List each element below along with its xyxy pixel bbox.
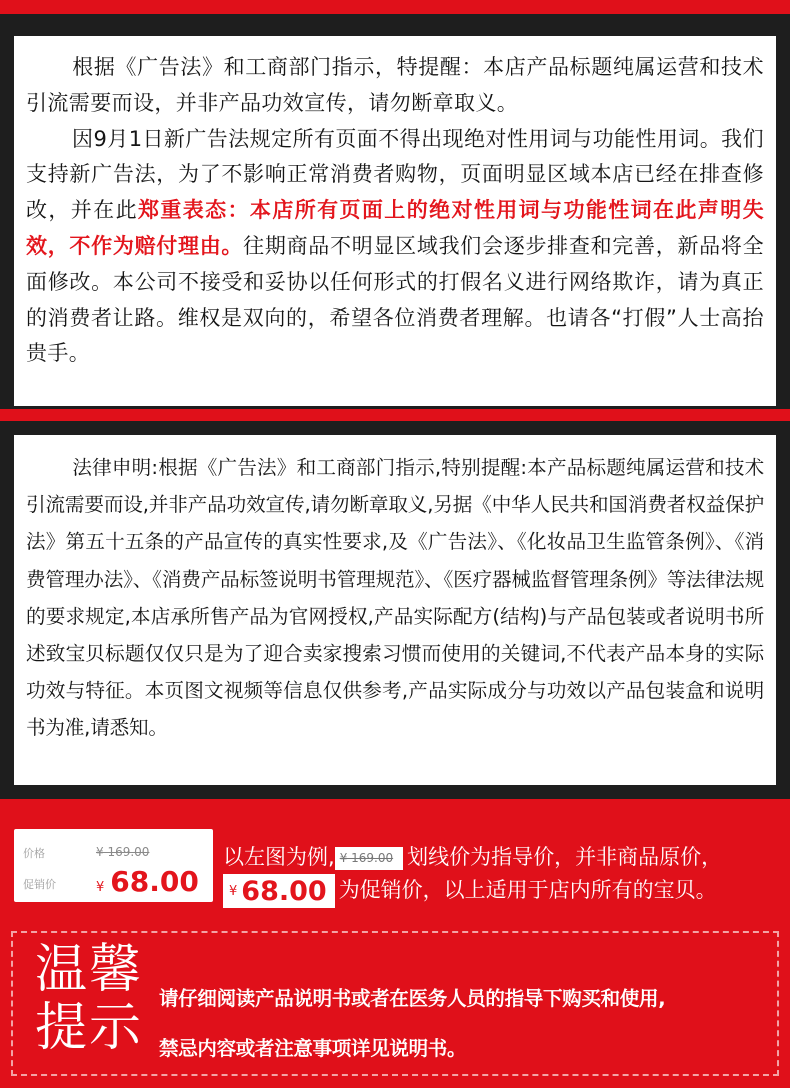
warm-tip-box <box>11 931 779 1076</box>
notice-panel-1 <box>14 36 776 406</box>
legal-statement-paragraph <box>26 449 764 747</box>
price-explain-line-1 <box>223 841 722 871</box>
warm-tip-line-1: 请仔细阅读产品说明书或者在医务人员的指导下购买和使用, <box>159 987 666 1010</box>
promo-chip-currency: ¥ <box>229 884 238 899</box>
warm-tip-title: 温馨提示 <box>35 940 144 1058</box>
notice-1-paragraph-2 <box>26 122 764 373</box>
price-explain-text-1a: 以左图为例, <box>223 845 335 869</box>
promo-price-value: 68.00 <box>110 865 199 898</box>
notice-1-text-1: 根据《广告法》和工商部门指示，特提醒：本店产品标题纯属运营和技术引流需要而设，并非产品功效宣传，请勿断章取义。 <box>26 55 764 115</box>
price-explain-text-1b: 划线价为指导价，并非商品原价， <box>407 845 723 869</box>
promo-chip-value: 68.00 <box>241 876 327 907</box>
original-price: ¥ 169.00 <box>96 845 150 859</box>
price-explain-line-2 <box>223 874 717 908</box>
price-explanation-area <box>0 799 790 929</box>
warm-tip-line-2: 禁忌内容或者注意事项详见说明书。 <box>159 1037 467 1060</box>
notice-frame-2 <box>0 421 790 799</box>
notice-1-red-declaration: 郑重表态：本店所有页面上的绝对性用词与功能性词在此声明失效，不作为赔付理由。 <box>26 198 764 258</box>
promo-price-currency: ¥ <box>96 880 105 895</box>
notice-1-paragraph-1 <box>26 50 764 122</box>
notice-panel-2 <box>14 435 776 785</box>
notice-frame-1 <box>0 14 790 409</box>
price-example-card <box>14 829 213 902</box>
legal-statement-text: 法律申明:根据《广告法》和工商部门指示,特别提醒:本产品标题纯属运营和技术引流需要而设,并非产品功效宣传,请勿断章取义,另据《中华人民共和国消费者权益保护法》第五十五条的产品宣传的真实性要求,及《广告法》、《化妆品卫生监管条例》、《消费管理办法》、《消费产品标签说明书管理规范》、《医疗器械监督管理条例》等法律法规的要求规定,本店承所售产品为官网授权,产品实际配方(结构)与产品包装或者说明书所述致宝贝标题仅仅只是为了迎合卖家搜索习惯而使用的关键词,不代表产品本身的实际功效与特征。本页图文视频等信息仅供参考,产品实际成分与功效以产品包装盒和说明书为准,请悉知。 <box>26 456 764 740</box>
top-red-band <box>0 0 790 14</box>
promo-price <box>96 865 199 898</box>
strikethrough-price-chip: ¥ 169.00 <box>335 847 403 870</box>
red-separator <box>0 409 790 421</box>
promo-price-chip <box>223 874 335 908</box>
notice-1-text-2-end: 往期商品不明显区域我们会逐步排查和完善，新品将全面修改。本公司不接受和妥协以任何形式的打假名义进行网络欺诈，请为真正的消费者让路。维权是双向的，希望各位消费者理解。也请各“打假”人士高抬贵手。 <box>26 233 764 366</box>
price-label: 价格 <box>23 847 45 860</box>
notice-1-text-2-start: 因9月1日新广告法规定所有页面不得出现绝对性用词与功能性用词。我们支持新广告法，为了不影响正常消费者购物，页面明显区域本店已经在排查修改，并在此 <box>26 126 764 223</box>
promo-price-label: 促销价 <box>23 878 56 891</box>
price-explain-text-2b: 为促销价，以上适用于店内所有的宝贝。 <box>338 878 717 902</box>
